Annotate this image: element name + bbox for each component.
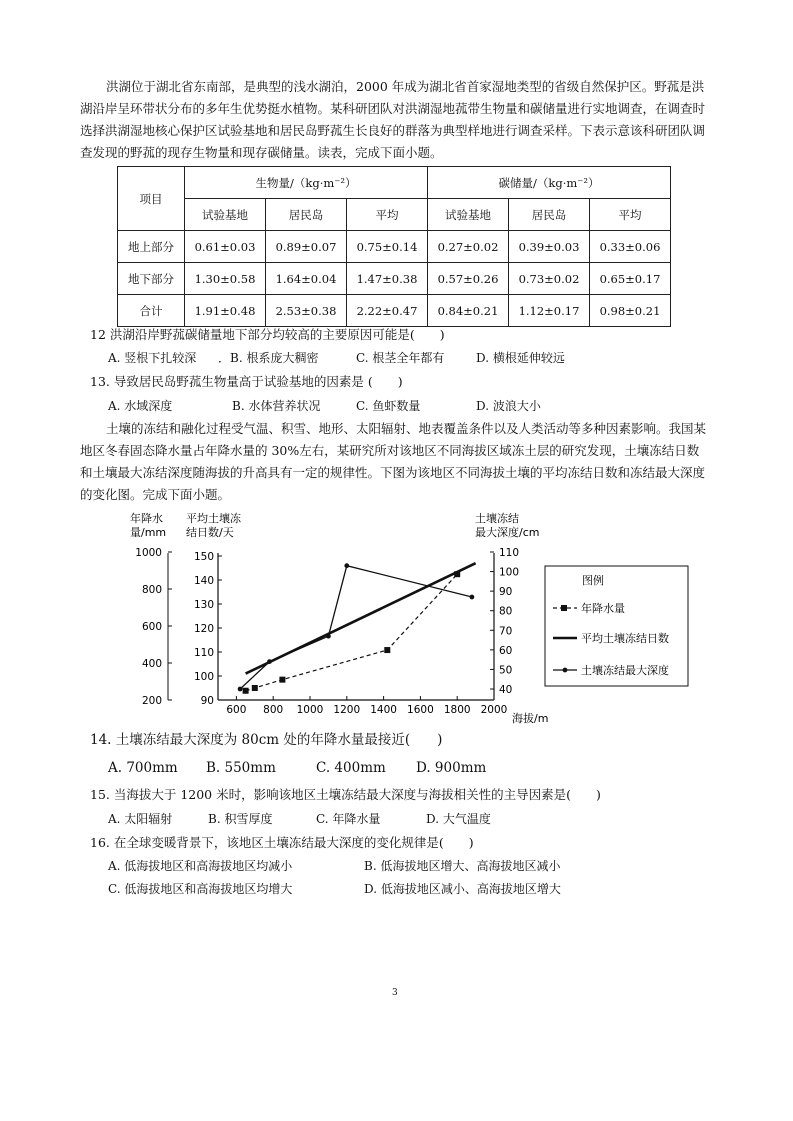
table-cell: 0.84±0.21 xyxy=(428,295,509,327)
precip-point xyxy=(279,677,285,683)
q15-option-c[interactable]: C. 年降水量 xyxy=(316,812,381,826)
q16-option-d[interactable]: D. 低海拔地区减小、高海拔地区增大 xyxy=(364,882,561,896)
depth-tick-label: 50 xyxy=(499,664,513,677)
depth-tick-label: 80 xyxy=(499,605,513,618)
row-label: 合计 xyxy=(118,295,185,327)
precip-axis-label: 量/mm xyxy=(130,526,167,539)
question-13-stem: 13. 导致居民岛野菰生物量高于试验基地的因素是 ( ) xyxy=(90,374,403,389)
question-15-stem: 15. 当海拔大于 1200 米时，影响该地区土壤冻结最大深度与海拔相关性的主导因素是( ) xyxy=(90,787,601,802)
days-tick-label: 140 xyxy=(193,575,214,587)
q16-option-b[interactable]: B. 低海拔地区增大、高海拔地区减小 xyxy=(364,859,561,873)
depth-point xyxy=(326,634,331,639)
days-axis-label: 平均土壤冻 xyxy=(186,512,241,525)
table-subheader: 居民岛 xyxy=(509,199,590,231)
days-tick-label: 150 xyxy=(193,551,214,563)
q12-option-b[interactable]: ．B. 根系庞大稠密 xyxy=(218,351,319,365)
precip-point xyxy=(384,647,390,653)
table-cell: 0.73±0.02 xyxy=(509,263,590,295)
days-tick-label: 90 xyxy=(200,695,214,707)
x-tick-label: 1200 xyxy=(333,704,361,716)
table-cell: 1.47±0.38 xyxy=(347,263,428,295)
precip-point xyxy=(252,685,258,691)
q12-option-c[interactable]: C. 根茎全年都有 xyxy=(356,351,445,365)
table-cell: 0.89±0.07 xyxy=(266,231,347,263)
q13-option-c[interactable]: C. 鱼虾数量 xyxy=(356,399,421,413)
q13-option-b[interactable]: B. 水体营养状况 xyxy=(232,399,321,413)
legend-label: 年降水量 xyxy=(581,602,625,615)
q15-option-b[interactable]: B. 积雪厚度 xyxy=(208,812,273,826)
table-cell: 0.61±0.03 xyxy=(185,231,266,263)
precip-line xyxy=(246,574,458,691)
table-subheader: 试验基地 xyxy=(185,199,266,231)
table-cell: 0.39±0.03 xyxy=(509,231,590,263)
q14-option-a[interactable]: A. 700mm xyxy=(108,760,178,776)
depth-axis-label: 最大深度/cm xyxy=(475,526,540,539)
question-14-stem: 14. 土壤冻结最大深度为 80cm 处的年降水量最接近( ) xyxy=(90,732,443,748)
table-subheader: 居民岛 xyxy=(266,199,347,231)
table-cell: 1.12±0.17 xyxy=(509,295,590,327)
table-cell: 0.33±0.06 xyxy=(590,231,671,263)
table-cell: 2.53±0.38 xyxy=(266,295,347,327)
depth-tick-label: 60 xyxy=(499,644,513,657)
legend-title: 图例 xyxy=(582,574,604,587)
depth-point xyxy=(267,659,272,664)
q15-option-a[interactable]: A. 太阳辐射 xyxy=(108,812,173,826)
passage-2: 土壤的冻结和融化过程受气温、积雪、地形、太阳辐射、地表覆盖条件以及人类活动等多种因素影响。我国某地区冬春固态降水量占年降水量的 30%左右，某研究所对该地区不同海拔区域冻土层的研究发现，土壤冻结日数和土壤最大冻结深度随海拔的升高具有一定的规律性。下图为该地区不同海拔土壤的平均冻结日数和冻结最大深度的变化图。完成下面小题。 xyxy=(80,421,707,502)
depth-point xyxy=(238,687,243,692)
depth-point xyxy=(470,595,475,600)
table-cell: 0.65±0.17 xyxy=(590,263,671,295)
row-label: 地下部分 xyxy=(118,263,185,295)
days-axis-label: 结日数/天 xyxy=(186,526,234,539)
x-axis-label: 海拔/m xyxy=(512,712,549,725)
page-number: 3 xyxy=(392,988,398,998)
x-tick-label: 1400 xyxy=(370,704,397,716)
table-subheader: 试验基地 xyxy=(428,199,509,231)
table-cell: 1.64±0.04 xyxy=(266,263,347,295)
legend-label: 平均土壤冻结日数 xyxy=(581,632,669,645)
q16-option-a[interactable]: A. 低海拔地区和高海拔地区均减小 xyxy=(108,859,293,873)
q14-option-b[interactable]: B. 550mm xyxy=(206,760,276,776)
depth-point xyxy=(344,563,349,568)
depth-tick-label: 110 xyxy=(499,547,520,559)
q16-option-c[interactable]: C. 低海拔地区和高海拔地区均增大 xyxy=(108,882,293,896)
x-tick-label: 600 xyxy=(226,704,247,716)
table-header-item: 项目 xyxy=(118,167,185,231)
precip-axis-label: 年降水 xyxy=(130,512,163,525)
depth-axis-label: 土壤冻结 xyxy=(475,512,519,525)
table-subheader: 平均 xyxy=(590,199,671,231)
table-cell: 2.22±0.47 xyxy=(347,295,428,327)
precip-tick-label: 200 xyxy=(141,695,162,707)
precip-tick-label: 400 xyxy=(141,658,162,670)
q13-option-a[interactable]: A. 水域深度 xyxy=(108,399,173,413)
days-tick-label: 120 xyxy=(193,623,214,635)
x-tick-label: 2000 xyxy=(480,704,508,716)
x-tick-label: 1600 xyxy=(407,704,434,716)
depth-tick-label: 90 xyxy=(499,586,513,599)
depth-tick-label: 100 xyxy=(499,566,520,579)
precip-tick-label: 600 xyxy=(141,621,162,633)
question-12-stem: 12 洪湖沿岸野菰碳储量地下部分均较高的主要原因可能是( ) xyxy=(90,327,445,342)
days-tick-label: 100 xyxy=(193,671,214,683)
q12-option-d[interactable]: D. 横根延伸较远 xyxy=(476,351,565,365)
q13-option-d[interactable]: D. 波浪大小 xyxy=(476,399,541,413)
depth-tick-label: 70 xyxy=(499,625,513,638)
q12-option-a[interactable]: A. 竖根下扎较深 xyxy=(108,351,197,365)
passage-1: 洪湖位于湖北省东南部，是典型的浅水湖泊，2000 年成为湖北省首家湿地类型的省级自然保护区。野菰是洪湖沿岸呈环带状分布的多年生优势挺水植物。某科研团队对洪湖湿地菰带生物量和碳储量进行实地调查，在调查时选择洪湖湿地核心保护区试验基地和居民岛野菰生长良好的群落为典型样地进行调查采样。下表示意该科研团队调查发现的野菰的现存生物量和现存碳储量。读表，完成下面小题。 xyxy=(80,79,706,160)
table-cell: 1.30±0.58 xyxy=(185,263,266,295)
row-label: 地上部分 xyxy=(118,231,185,263)
question-16-stem: 16. 在全球变暖背景下，该地区土壤冻结最大深度的变化规律是( ) xyxy=(90,835,474,850)
days-tick-label: 110 xyxy=(193,647,214,659)
table-header-biomass: 生物量/（kg·m⁻²） xyxy=(185,167,428,199)
depth-tick-label: 40 xyxy=(499,684,513,696)
x-tick-label: 1800 xyxy=(443,704,471,716)
precip-tick-label: 1000 xyxy=(135,547,162,559)
table-cell: 0.75±0.14 xyxy=(347,231,428,263)
legend-precip-marker xyxy=(561,605,567,611)
table-subheader: 平均 xyxy=(347,199,428,231)
table-cell: 0.98±0.21 xyxy=(590,295,671,327)
table-cell: 0.57±0.26 xyxy=(428,263,509,295)
legend-label: 土壤冻结最大深度 xyxy=(581,664,669,677)
q14-option-d[interactable]: D. 900mm xyxy=(416,760,487,776)
q14-option-c[interactable]: C. 400mm xyxy=(316,760,386,776)
table-cell: 1.91±0.48 xyxy=(185,295,266,327)
frost-depth-line xyxy=(240,566,472,689)
precip-point xyxy=(243,688,249,694)
precip-tick-label: 800 xyxy=(141,584,162,596)
x-tick-label: 1000 xyxy=(296,704,324,716)
table-header-carbon: 碳储量/（kg·m⁻²） xyxy=(428,167,671,199)
legend-depth-marker xyxy=(563,668,568,673)
days-tick-label: 130 xyxy=(193,599,214,611)
table-cell: 0.27±0.02 xyxy=(428,231,509,263)
x-tick-label: 800 xyxy=(263,704,284,716)
q15-option-d[interactable]: D. 大气温度 xyxy=(426,812,491,826)
